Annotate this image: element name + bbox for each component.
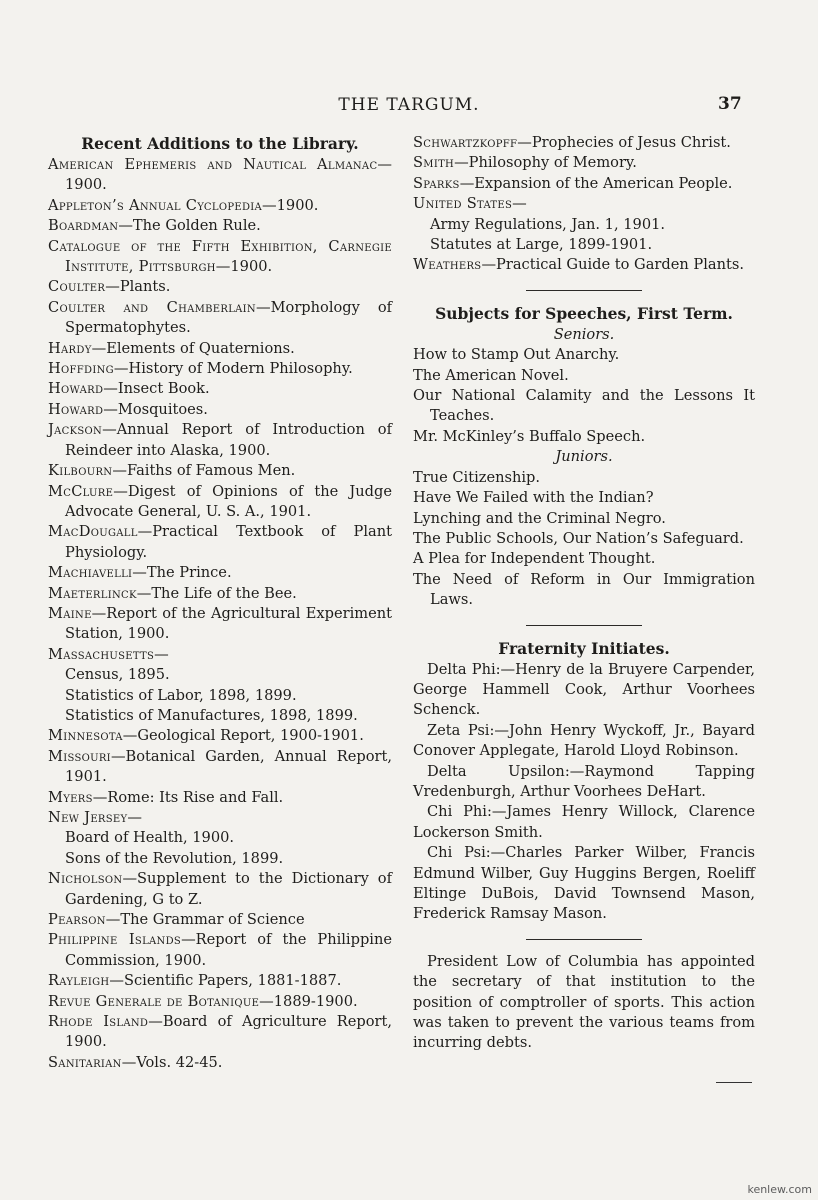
speech-topic: How to Stamp Out Anarchy. <box>413 346 620 364</box>
entry-author: Maeterlinck <box>48 584 137 602</box>
library-entry <box>48 339 392 359</box>
entry-text: —Prophecies of Jesus Christ. <box>517 134 731 151</box>
entry-author: Rayleigh <box>48 972 110 990</box>
entry-author: Maine <box>48 604 92 622</box>
speech-topic: The Need of Reform in Our Immigration Laws. <box>413 570 755 609</box>
library-entry <box>48 196 392 216</box>
entry-author: New Jersey <box>48 809 128 826</box>
entry-text: —Expansion of the American People. <box>459 174 733 192</box>
entry-author: Weathers <box>413 256 482 274</box>
fraternity-paragraph: Chi Phi:—James Henry Willock, Clarence Lockerson Smith. <box>413 803 755 841</box>
speech-topic: Our National Calamity and the Lessons It Teaches. <box>413 387 755 425</box>
entry-text: —1900. <box>215 258 273 276</box>
entry-author: Sanitarian <box>48 1053 122 1071</box>
entry-text: —Supplement to the Dictionary of Gardening, G to Z. <box>65 870 392 908</box>
entry-text: —Morphology of Spermatophytes. <box>65 298 393 337</box>
entry-author: Massachusetts <box>48 645 155 663</box>
library-additions-heading: Recent Additions to the Library. <box>81 134 359 153</box>
library-entry <box>48 237 392 278</box>
library-entry <box>48 1012 392 1053</box>
library-entry <box>48 379 392 399</box>
entry-text: —History of Modern Philosophy. <box>113 360 353 378</box>
entry-text: — <box>127 809 143 826</box>
speeches-heading: Subjects for Speeches, First Term. <box>435 303 733 323</box>
fraternity-paragraph: Delta Phi:—Henry de la Bruyere Carpender, George Hammell Cook, Arthur Voorhees Schenck. <box>413 660 755 719</box>
library-subentry: Army Regulations, Jan. 1, 1901. <box>430 215 666 233</box>
library-entry <box>48 563 392 583</box>
entry-text: — <box>512 195 527 213</box>
entry-text: —Geological Report, 1900-1901. <box>122 727 364 745</box>
entry-author: McClure <box>48 482 114 500</box>
library-entry <box>48 604 392 645</box>
entry-text: —1900. <box>65 156 392 194</box>
library-subentry: Statistics of Manufactures, 1898, 1899. <box>65 706 358 724</box>
entry-author: Philippine Islands <box>48 931 182 949</box>
library-entry <box>48 808 392 828</box>
entry-text: —The Prince. <box>132 564 232 582</box>
library-entry <box>48 645 392 665</box>
entry-author: American Ephemeris and Nautical Almanac <box>48 156 378 173</box>
entry-author: Howard <box>48 400 104 418</box>
entry-text: —Rome: Its Rise and Fall. <box>92 788 284 806</box>
entry-text: —1889-1900. <box>259 992 358 1010</box>
speech-topic: Have We Failed with the Indian? <box>413 489 654 507</box>
entry-text: —Scientific Papers, 1881-1887. <box>109 972 342 990</box>
library-entry <box>48 726 392 746</box>
library-subentry: Statutes at Large, 1899-1901. <box>430 236 653 254</box>
entry-author: Hoffding <box>48 360 114 378</box>
fraternity-paragraph: Zeta Psi:—John Henry Wyckoff, Jr., Bayard Conover Applegate, Harold Lloyd Robinson. <box>413 721 755 760</box>
library-entry <box>48 420 392 461</box>
library-entry <box>48 400 392 420</box>
speech-topic: The Public Schools, Our Nation’s Safeguard. <box>413 529 744 547</box>
library-entry <box>48 584 392 604</box>
library-subentry: Census, 1895. <box>65 666 170 684</box>
library-entry <box>48 522 392 563</box>
entry-author: Coulter <box>48 278 106 296</box>
library-subentry: Sons of the Revolution, 1899. <box>65 849 284 867</box>
entry-text: —Insect Book. <box>103 380 210 398</box>
section-divider <box>526 939 642 940</box>
entry-author: Hardy <box>48 339 92 357</box>
entry-text: —The Life of the Bee. <box>136 584 297 602</box>
library-entry <box>48 747 392 788</box>
library-entry <box>413 174 755 194</box>
entry-text: —Faiths of Famous Men. <box>112 462 296 480</box>
entry-text: —Report of the Agricultural Experiment Station, 1900. <box>65 604 392 643</box>
library-entry <box>413 133 755 153</box>
library-entry <box>48 216 392 236</box>
entry-text: —Report of the Philippine Commission, 1900. <box>65 931 392 969</box>
left-column <box>48 133 392 1073</box>
entry-author: Schwartzkopff <box>413 134 518 151</box>
entry-author: Boardman <box>48 217 119 235</box>
entry-author: Kilbourn <box>48 462 113 480</box>
library-entry <box>48 277 392 297</box>
page-number: 37 <box>718 94 742 114</box>
entry-text: —Digest of Opinions of the Judge Advocate General, U. S. A., 1901. <box>65 482 392 520</box>
columbia-news-paragraph: President Low of Columbia has appointed the secretary of that institution to the position of comptroller of sports. This action was taken to prevent the various teams from incurring debts. <box>413 952 755 1052</box>
entry-author: Minnesota <box>48 727 123 745</box>
speech-topic: Mr. McKinley’s Buffalo Speech. <box>413 427 646 445</box>
entry-text: —Board of Agriculture Report, 1900. <box>65 1013 392 1051</box>
entry-author: Coulter and Chamberlain <box>48 298 256 316</box>
library-entry <box>48 992 392 1012</box>
library-entry <box>413 194 755 214</box>
entry-author: Catalogue of the Fifth Exhibition, Carnegie Institute, Pittsburgh <box>48 237 392 276</box>
entry-author: Revue Generale de Botanique <box>48 992 260 1010</box>
library-entry <box>48 971 392 991</box>
entry-text: —Mosquitoes. <box>103 400 208 418</box>
entry-text: —Plants. <box>105 278 171 296</box>
running-header-title: THE TARGUM. <box>338 95 480 115</box>
entry-text: —The Golden Rule. <box>118 217 261 235</box>
library-entry <box>48 910 392 930</box>
library-entry <box>48 788 392 808</box>
fraternity-paragraph: Chi Psi:—Charles Parker Wilber, Francis Edmund Wilber, Guy Huggins Bergen, Roeliff Eltinge DuBois, David Townsend Mason, Frederick Ramsay Mason. <box>413 844 755 923</box>
entry-text: — <box>154 645 169 663</box>
fraternity-heading: Fraternity Initiates. <box>498 638 670 658</box>
entry-author: MacDougall <box>48 523 138 541</box>
seniors-subheading: Seniors. <box>553 325 615 343</box>
speech-topic: Lynching and the Criminal Negro. <box>413 509 666 527</box>
entry-text: —Annual Report of Introduction of Reindeer into Alaska, 1900. <box>65 421 392 459</box>
library-subentry: Board of Health, 1900. <box>65 829 235 847</box>
entry-text: —Elements of Quaternions. <box>91 339 295 357</box>
library-subentry: Statistics of Labor, 1898, 1899. <box>65 686 297 704</box>
speech-topic: True Citizenship. <box>413 468 541 486</box>
entry-text: —Practical Textbook of Plant Physiology. <box>65 523 392 561</box>
entry-author: Myers <box>48 788 93 806</box>
entry-author: Sparks <box>413 174 460 192</box>
entry-text: —Philosophy of Memory. <box>454 154 637 172</box>
speech-topic: The American Novel. <box>413 366 569 384</box>
entry-author: Pearson <box>48 911 106 929</box>
entry-author: Machiavelli <box>48 564 133 582</box>
library-entry <box>413 153 755 173</box>
entry-text: —Vols. 42-45. <box>121 1053 223 1071</box>
library-entry <box>48 930 392 971</box>
entry-author: Nicholson <box>48 870 123 888</box>
section-divider <box>526 625 642 626</box>
entry-author: Missouri <box>48 747 111 765</box>
entry-author: Jackson <box>48 421 103 439</box>
entry-author: Appleton’s Annual Cyclopedia <box>48 196 263 214</box>
section-divider <box>526 290 642 291</box>
library-entry <box>48 461 392 481</box>
entry-author: Howard <box>48 380 104 398</box>
entry-author: United States <box>413 195 513 213</box>
speech-topic: A Plea for Independent Thought. <box>413 550 656 568</box>
fraternity-paragraph: Delta Upsilon:—Raymond Tapping Vredenburgh, Arthur Voorhees DeHart. <box>413 762 755 800</box>
library-entry <box>48 359 392 379</box>
end-mark <box>716 1082 752 1083</box>
library-entry <box>48 482 392 523</box>
entry-author: Rhode Island <box>48 1013 149 1031</box>
entry-author: Smith <box>413 154 455 172</box>
entry-text: —Botanical Garden, Annual Report, 1901. <box>65 747 392 786</box>
site-watermark: kenlew.com <box>747 1183 812 1196</box>
entry-text: —Practical Guide to Garden Plants. <box>481 256 744 274</box>
library-entry <box>48 869 392 910</box>
library-entry <box>48 1053 392 1073</box>
library-entry <box>48 298 392 339</box>
entry-text: —1900. <box>262 196 319 214</box>
library-entry <box>413 255 755 275</box>
entry-text: —The Grammar of Science <box>105 911 305 929</box>
right-column <box>413 133 755 1054</box>
juniors-subheading: Juniors. <box>555 448 613 466</box>
library-entry <box>48 155 392 196</box>
